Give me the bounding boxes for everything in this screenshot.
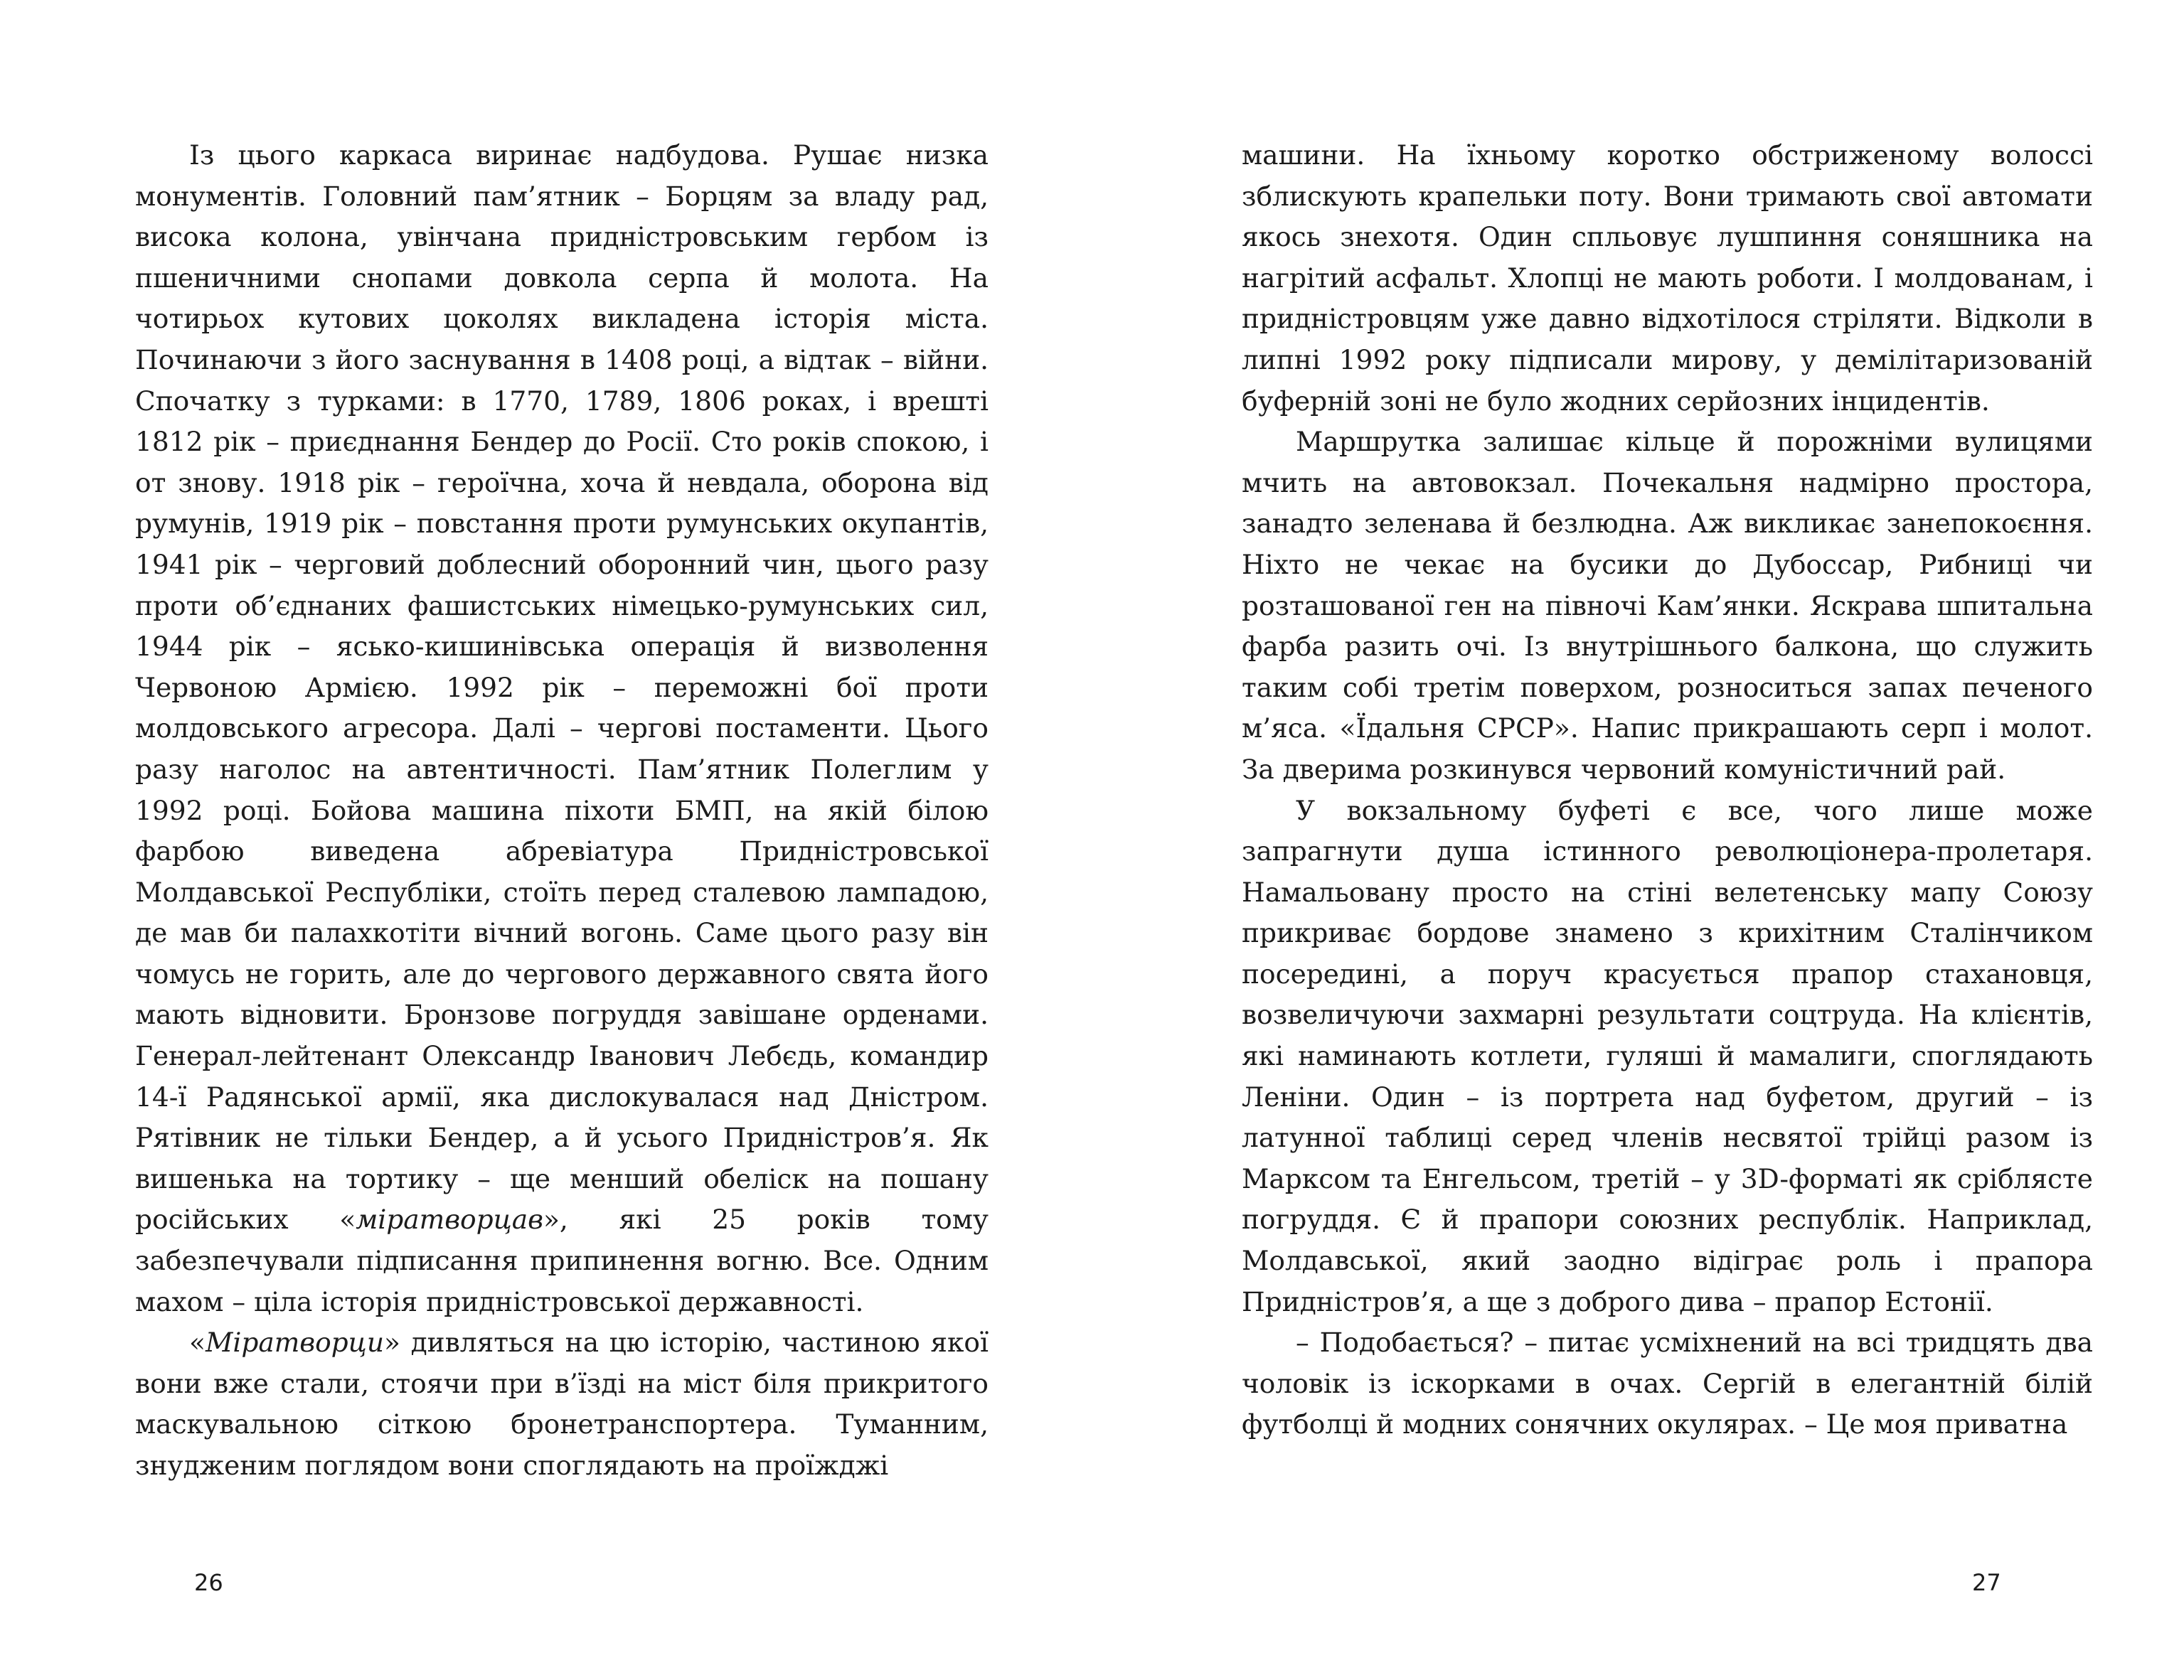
text-run: машини. На їхньому коротко обстриженому волоссі зблискують крапельки поту. Вони тримають свої автомати якось знехотя. Один спльовує лушпиння соняшника на нагрітий асфальт. Хлопці не мають роботи. І молдованам, і придністровцям уже давно відхотілося стріляти. Відколи в липні 1992 року підписали мирову, у демілітаризованій буферній зоні не було жодних серйозних інцидентів. xyxy=(1242,139,2093,417)
paragraph xyxy=(135,1322,989,1486)
text-run: У вокзальному буфеті є все, чого лише може запрагнути душа істинного революціонера-пролетаря. Намальовану просто на стіні велетенську мапу Союзу прикриває бордове знамено з крихітним Сталінчиком посередині, а поруч красується прапор стахановця, возвеличуючи захмарні результати соцтруда. На клієнтів, які наминають котлети, гуляші й мамалиги, споглядають Леніни. Один – із портрета над буфетом, другий – із латунної таблиці серед членів несвятої трійці разом із Марксом та Енгельсом, третій – у 3D-форматі як сріблясте погруддя. Є й прапори союзних республік. Наприклад, Молдавської, який заодно відіграє роль і прапора Придністров’я, а ще з доброго дива – прапор Естонії. xyxy=(1242,794,2093,1317)
text-run: Маршрутка залишає кільце й порожніми вулицями мчить на автовокзал. Почекальня надмірно простора, занадто зеленава й безлюдна. Аж викликає занепокоєння. Ніхто не чекає на бусики до Дубоссар, Рибниці чи розташованої ген на півночі Кам’янки. Яскрава шпитальна фарба разить очі. Із внутрішнього балкона, що служить таким собі третім поверхом, розноситься запах печеного м’яса. «Їдальня СРСР». Напис прикрашають серп і молот. За дверима розкинувся червоний комуністичний рай. xyxy=(1242,426,2093,785)
right-page xyxy=(1092,0,2184,1680)
paragraph xyxy=(1242,791,2093,1323)
paragraph xyxy=(1242,135,2093,422)
paragraph xyxy=(1242,422,2093,790)
text-run: – Подобається? – питає усміхнений на всі тридцять два чоловік із іскорками в очах. Сергій в елегантній білій футболці й модних сонячних окулярах. – Це моя приватна xyxy=(1242,1327,2093,1440)
italic-text-run: міратворцав xyxy=(356,1204,543,1236)
paragraph xyxy=(1242,1322,2093,1445)
text-run: Із цього каркаса виринає надбудова. Рушає низка монументів. Головний пам’ятник – Борцям за владу рад, висока колона, увінчана придністровським гербом із пшеничними снопами довкола серпа й молота. На чотирьох кутових цоколях викладена історія міста. Починаючи з його заснування в 1408 році, а відтак – війни. Спочатку з турками: в 1770, 1789, 1806 роках, і врешті 1812 рік – приєднання Бендер до Росії. Сто років спокою, і от знову. 1918 рік – героїчна, хоча й невдала, оборона від румунів, 1919 рік – повстання проти румунських окупантів, 1941 рік – черговий доблесний оборонний чин, цього разу проти об’єднаних фашистських німецько-румунських сил, 1944 рік – ясько-кишинівська операція й визволення Червоною Армією. 1992 рік – переможні бої проти молдовського агресора. Далі – чергові постаменти. Цього разу наголос на автентичності. Пам’ятник Полеглим у 1992 році. Бойова машина піхоти БМП, на якій білою фарбою виведена абревіатура Придністровської Молдавської Республіки, стоїть перед сталевою лампадою, де мав би палахкотіти вічний вогонь. Саме цього разу він чомусь не горить, але до чергового державного свята його мають відновити. Бронзове погруддя завішане орденами. Генерал-лейтенант Олександр Іванович Лебєдь, командир 14-ї Радянської армії, яка дислокувалася над Дністром. Рятівник не тільки Бендер, а й усього Придністров’я. Як вишенька на тортику – ще менший обеліск на пошану російських « xyxy=(135,139,989,1236)
text-run: », які 25 років тому забезпечували підписання припинення вогню. Все. Одним махом – ціла історія придністровської державності. xyxy=(135,1204,989,1317)
page-number: 26 xyxy=(194,1569,223,1596)
paragraph xyxy=(135,135,989,1322)
page-number: 27 xyxy=(1972,1569,2001,1596)
left-page-text xyxy=(135,135,989,1487)
text-run: » дивляться на цю історію, частиною якої вони вже стали, стоячи при в’їзді на міст біля прикритого маскувальною сіткою бронетранспортера. Туманним, знудженим поглядом вони споглядають на проїжджі xyxy=(135,1327,989,1481)
right-page-text xyxy=(1242,135,2093,1445)
italic-text-run: Міратворци xyxy=(205,1327,384,1359)
text-run: « xyxy=(189,1327,206,1359)
